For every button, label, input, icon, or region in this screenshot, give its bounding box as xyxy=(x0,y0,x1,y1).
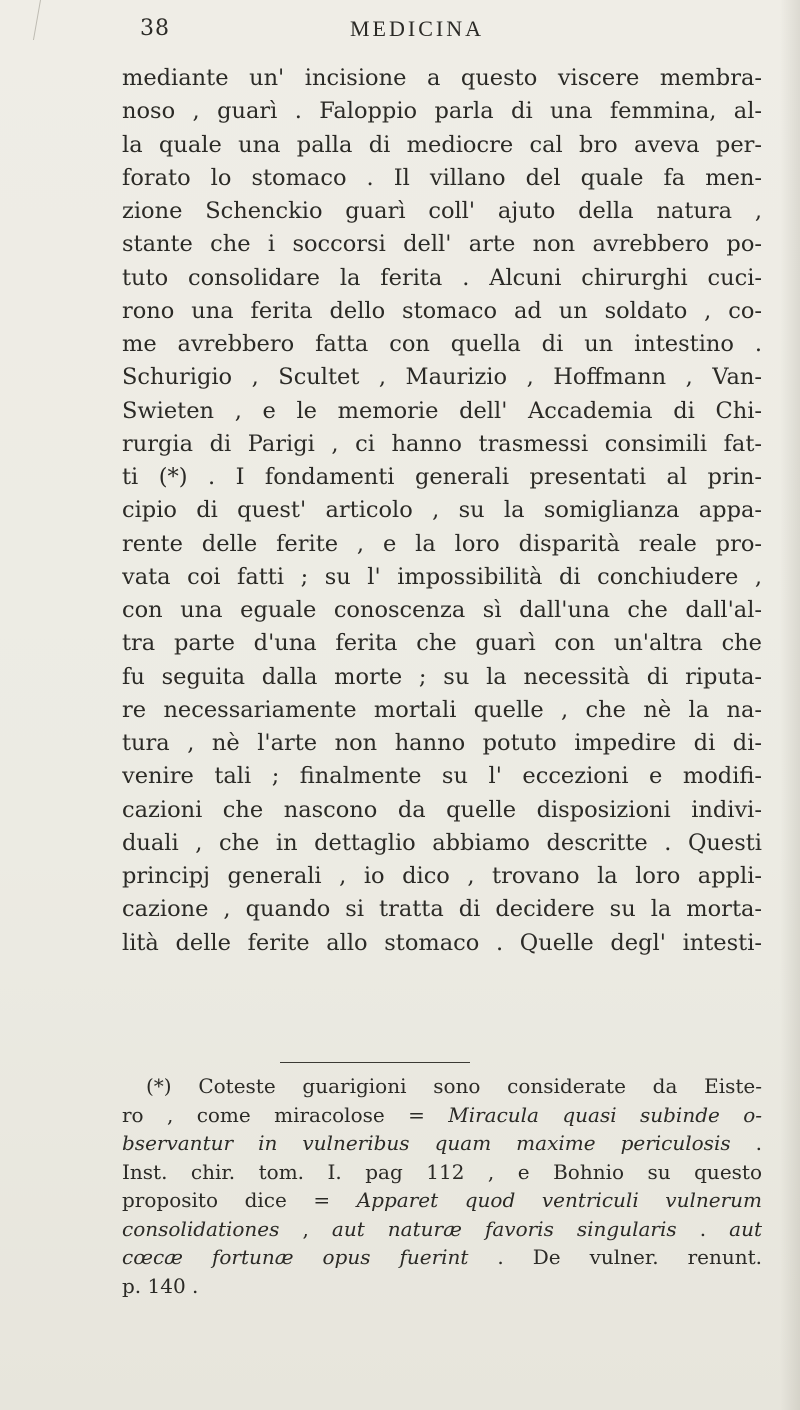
body-line: rurgia di Parigi , ci hanno trasmessi consimili fat- xyxy=(122,430,762,457)
body-line: stante che i soccorsi dell' arte non avrebbero po- xyxy=(122,231,762,258)
body-line: cazioni che nascono da quelle disposizioni indivi- xyxy=(122,796,762,823)
footnote-line xyxy=(122,1101,762,1130)
body-line: tura , nè l'arte non hanno potuto impedire di di- xyxy=(122,730,762,756)
footnote-latin-quote: aut naturæ favoris singularis xyxy=(331,1216,677,1241)
body-line: cipio di quest' articolo , su la somiglianza appa- xyxy=(122,497,762,524)
body-line: venire tali ; finalmente su l' eccezioni e modifi- xyxy=(122,763,762,790)
body-line: ti (*) . I fondamenti generali presentati al prin- xyxy=(122,464,762,490)
page-edge-shadow xyxy=(780,0,800,1410)
footnote-latin-quote: cœcæ fortunæ opus fuerint xyxy=(122,1245,469,1269)
page-number: 38 xyxy=(140,16,170,41)
footnote-latin-quote: bservantur in vulneribus quam maxime periculosis xyxy=(122,1131,731,1155)
body-line: tuto consolidare la ferita . Alcuni chirurghi cuci- xyxy=(122,264,762,291)
body-line: re necessariamente mortali quelle , che nè la na- xyxy=(122,696,762,723)
body-line: zione Schenckio guarì coll' ajuto della natura , xyxy=(122,198,762,224)
body-line: noso , guarì . Faloppio parla di una femmina, al- xyxy=(122,98,762,125)
body-line: forato lo stomaco . Il villano del quale fa men- xyxy=(122,164,762,191)
body-line: con una eguale conoscenza sì dall'una che dall'al- xyxy=(122,597,762,623)
page-corner-crease xyxy=(0,0,41,40)
footnote-separator-rule xyxy=(280,1062,470,1063)
body-line: fu seguita dalla morte ; su la necessità di riputa- xyxy=(122,663,762,690)
footnote-line: Inst. chir. tom. I. pag 112 , e Bohnio su questo xyxy=(122,1159,762,1184)
footnote-text: . xyxy=(730,1131,762,1155)
footnote-line xyxy=(122,1243,762,1272)
body-line: Swieten , e le memorie dell' Accademia di Chi- xyxy=(122,397,762,424)
footnote-latin-quote: Miracula quasi subinde o- xyxy=(448,1102,762,1127)
footnote-latin-quote: Apparet quod ventriculi vulnerum xyxy=(356,1188,762,1212)
body-line: rono una ferita dello stomaco ad un soldato , co- xyxy=(122,297,762,324)
footnote-text: , xyxy=(279,1216,332,1241)
body-line: cazione , quando si tratta di decidere su la morta- xyxy=(122,896,762,923)
footnote-line: (*) Coteste guarigioni sono considerate da Eiste- xyxy=(146,1074,762,1098)
body-line: la quale una palla di mediocre cal bro aveva per- xyxy=(122,131,762,158)
body-line: rente delle ferite , e la loro disparità reale pro- xyxy=(122,530,762,557)
footnote-line xyxy=(122,1186,762,1215)
footnote-line xyxy=(122,1129,762,1158)
footnote-text: proposito dice = xyxy=(122,1188,357,1212)
footnote-latin-quote: consolidationes xyxy=(122,1216,280,1241)
footnote-line xyxy=(122,1215,762,1244)
page-header xyxy=(140,8,760,52)
body-line: vata coi fatti ; su l' impossibilità di conchiudere , xyxy=(122,563,762,590)
body-line: Schurigio , Scultet , Maurizio , Hoffmann , Van- xyxy=(122,364,762,391)
body-line: mediante un' incisione a questo viscere membra- xyxy=(122,65,762,91)
footnote-text: . xyxy=(676,1216,730,1241)
body-line: principj generali , io dico , trovano la loro appli- xyxy=(122,863,762,889)
footnote-line: p. 140 . xyxy=(122,1273,199,1298)
footnote xyxy=(122,1072,762,1300)
body-line: lità delle ferite allo stomaco . Quelle degl' intesti- xyxy=(122,929,762,956)
running-title: MEDICINA xyxy=(350,16,484,41)
body-line: duali , che in dettaglio abbiamo descritte . Questi xyxy=(122,829,762,856)
footnote-text: . De vulner. renunt. xyxy=(468,1245,762,1269)
body-line: me avrebbero fatta con quella di un intestino . xyxy=(122,331,762,357)
footnote-latin-quote: aut xyxy=(729,1216,762,1241)
footnote-text: ro , come miracolose = xyxy=(122,1102,449,1127)
body-line: tra parte d'una ferita che guarì con un'altra che xyxy=(122,630,762,657)
body-text xyxy=(122,62,762,960)
